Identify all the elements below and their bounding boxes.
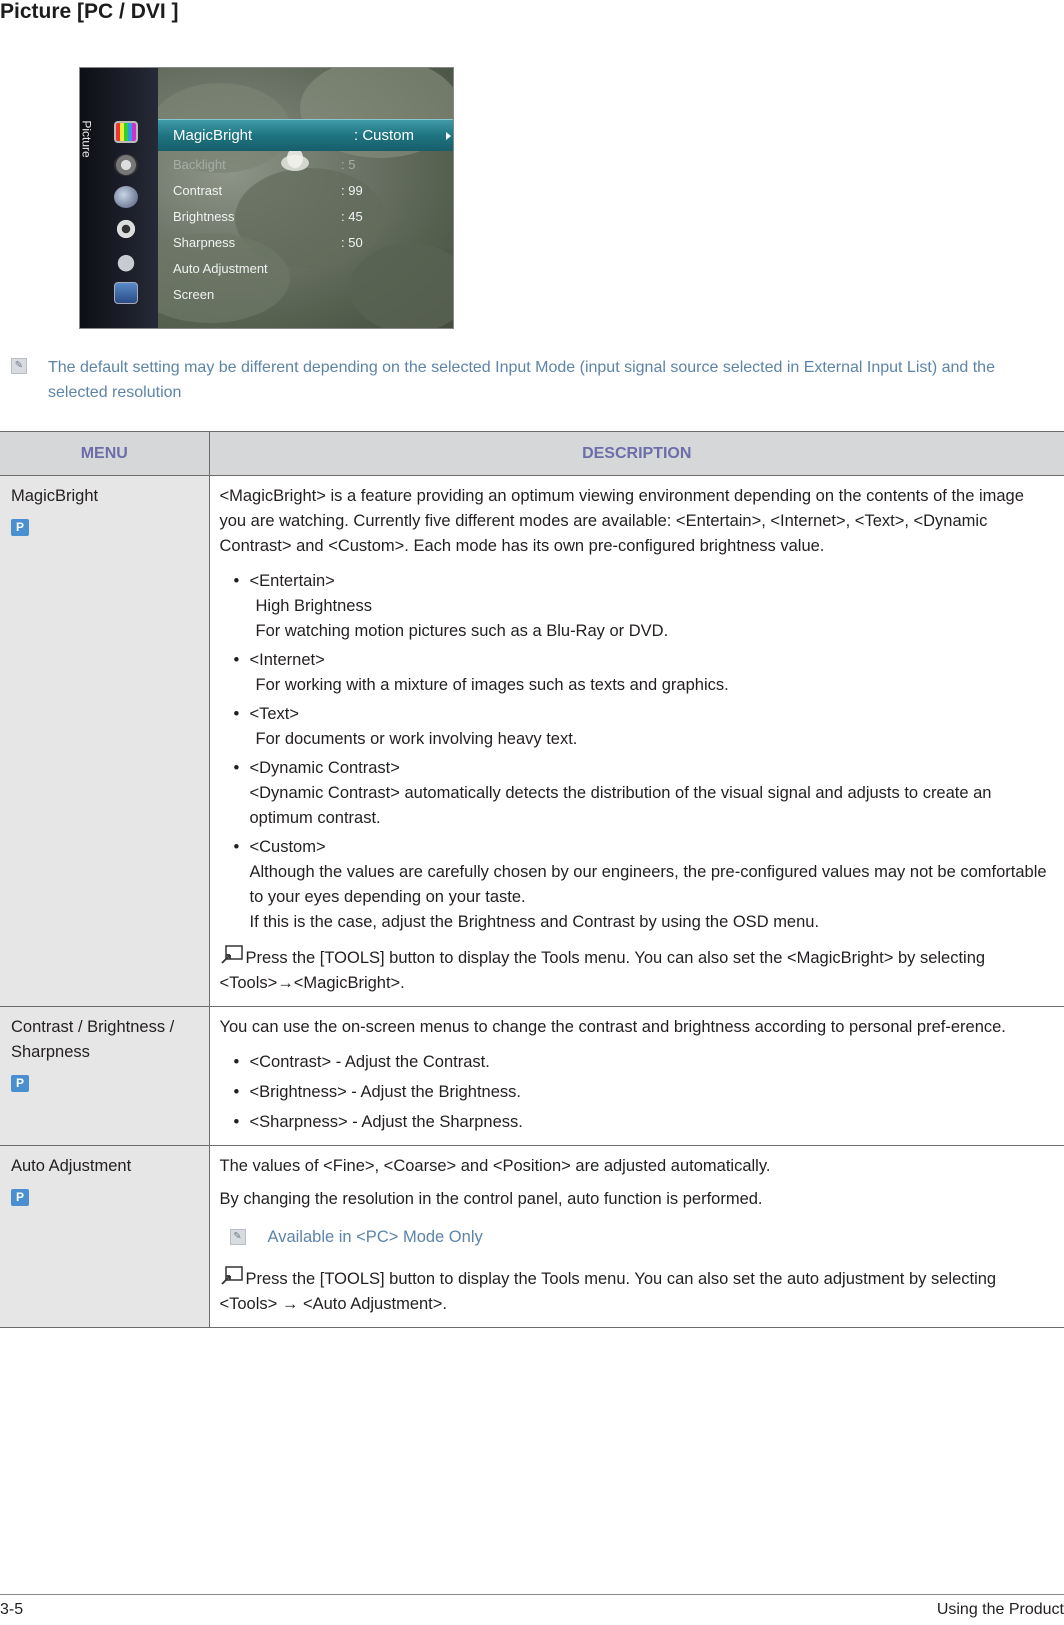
channel-icon[interactable] [114, 186, 138, 208]
osd-row-value: : 5 [341, 157, 356, 172]
list-item: • <Sharpness> - Adjust the Sharpness. [220, 1110, 1055, 1135]
menu-name: Auto Adjustment [11, 1157, 132, 1175]
menu-cell [0, 476, 209, 1007]
page-number: 3-5 [0, 1601, 24, 1618]
pc-mode-note [220, 1222, 1055, 1252]
section-name: Using the Product [936, 1601, 1064, 1618]
list-item-title: <Internet> [249, 651, 325, 669]
pc-mode-note-text: Available in <PC> Mode Only [267, 1228, 483, 1246]
list-item-text: If this is the case, adjust the Brightness and Contrast by using the OSD menu. [249, 913, 820, 931]
tools-tip [220, 945, 1055, 996]
menu-name: MagicBright [11, 487, 99, 505]
osd-selected-row[interactable] [158, 119, 454, 151]
menu-cell [0, 1007, 209, 1146]
list-item-text: <Dynamic Contrast> automatically detects the distribution of the visual signal and adjusts to create an optimum contrast. [249, 784, 992, 827]
table-row [0, 1146, 1064, 1328]
osd-menu-row[interactable] [173, 183, 443, 203]
list-item-text: For watching motion pictures such as a Blu-Ray or DVD. [255, 622, 669, 640]
note-icon: ✎ [230, 1229, 246, 1245]
menu-cell [0, 1146, 209, 1328]
list-item-text: <Brightness> - Adjust the Brightness. [249, 1083, 521, 1101]
osd-selected-value: : Custom [354, 127, 415, 144]
osd-menu-row[interactable] [173, 157, 443, 177]
description-column-header: DESCRIPTION [209, 432, 1064, 476]
list-item-text: High Brightness [255, 597, 372, 615]
osd-row-value: : 45 [341, 209, 363, 224]
osd-row-value: : 99 [341, 183, 363, 198]
list-item-text: <Sharpness> - Adjust the Sharpness. [249, 1113, 523, 1131]
tools-tip-text: Press the [TOOLS] button to display the Tools menu. You can also set the auto adjustment by selecting <Tools> → <Auto Adjustment>. [219, 1270, 997, 1313]
description-cell [209, 476, 1064, 1007]
osd-menu-row[interactable] [173, 261, 443, 281]
list-item: • <Entertain> High Brightness For watching motion pictures such as a Blu-Ray or DVD. [220, 569, 1055, 644]
tools-tip-text: Press the [TOOLS] button to display the Tools menu. You can also set the <MagicBright> by selecting <Tools>→<MagicBright>. [219, 949, 986, 992]
menu-column-header: MENU [0, 432, 209, 476]
list-item: • <Brightness> - Adjust the Brightness. [220, 1080, 1055, 1105]
chevron-right-icon [446, 132, 451, 140]
list-item-title: <Entertain> [249, 572, 335, 590]
osd-side-label: Picture [79, 120, 94, 158]
list-item-title: <Text> [249, 705, 300, 723]
list-item-title: <Dynamic Contrast> [249, 759, 400, 777]
osd-menu-row[interactable] [173, 287, 443, 307]
osd-menu-row[interactable] [173, 209, 443, 229]
page-title: Picture [PC / DVI ] [0, 0, 179, 23]
description-intro: <MagicBright> is a feature providing an optimum viewing environment depending on the contents of the image you are watching. Currently five different modes are available: <Entertain>, <Internet>, <Text>, <Dynamic Contrast> and <Custom>. Each mode has its own pre-configured brightness value. [219, 487, 1024, 555]
list-item: • <Dynamic Contrast> <Dynamic Contrast> automatically detects the distribution of the visual signal and adjusts to create an optimum contrast. [220, 756, 1055, 831]
table-row [0, 476, 1064, 1007]
osd-row-value: : 50 [341, 235, 363, 250]
gear-icon[interactable] [114, 218, 138, 240]
osd-selected-label: MagicBright [173, 127, 253, 144]
list-item: • <Text> For documents or work involving heavy text. [220, 702, 1055, 752]
list-item-text: <Contrast> - Adjust the Contrast. [249, 1053, 490, 1071]
list-item-title: <Custom> [249, 838, 326, 856]
footer-divider [0, 1594, 1064, 1595]
osd-row-label: Backlight [173, 157, 226, 172]
menu-description-table [0, 431, 1064, 1328]
list-item-text: Although the values are carefully chosen by our engineers, the pre-configured values may not be comfortable to your eyes depending on your taste. [249, 863, 1047, 906]
tools-icon [220, 1266, 244, 1286]
tools-tip [220, 1266, 1055, 1317]
description-cell [209, 1146, 1064, 1328]
input-icon[interactable] [114, 282, 138, 304]
osd-menu-row[interactable] [173, 235, 443, 255]
list-item: • <Custom> Although the values are carefully chosen by our engineers, the pre-configured values may not be comfortable to your eyes depending on your taste. If this is the case, adjust the Brightness and Contrast by using the OSD menu. [220, 835, 1055, 935]
tools-icon [220, 945, 244, 965]
support-icon[interactable] [114, 250, 138, 272]
picture-mode-icon: P [11, 1189, 29, 1206]
osd-screenshot [79, 67, 454, 329]
sound-icon[interactable] [114, 154, 138, 176]
osd-row-label: Sharpness [173, 235, 236, 250]
table-header-row [0, 432, 1064, 476]
list-item-text: For documents or work involving heavy text. [255, 730, 578, 748]
osd-row-label: Auto Adjustment [173, 261, 268, 276]
picture-mode-icon: P [11, 1075, 29, 1092]
description-intro: You can use the on-screen menus to change the contrast and brightness according to personal pref-erence. [219, 1018, 1006, 1036]
table-row [0, 1007, 1064, 1146]
description-cell [209, 1007, 1064, 1146]
picture-mode-icon: P [11, 519, 29, 536]
default-setting-note: The default setting may be different depending on the selected Input Mode (input signal source selected in External Input List) and the selected resolution [48, 359, 995, 401]
osd-row-label: Brightness [173, 209, 235, 224]
list-item: • <Contrast> - Adjust the Contrast. [220, 1050, 1055, 1075]
menu-name: Contrast / Brightness / Sharpness [11, 1018, 175, 1061]
osd-row-label: Contrast [173, 183, 223, 198]
picture-icon[interactable] [114, 121, 138, 143]
list-item: • <Internet> For working with a mixture of images such as texts and graphics. [220, 648, 1055, 698]
description-text: By changing the resolution in the control panel, auto function is performed. [219, 1190, 763, 1208]
note-icon: ✎ [11, 358, 27, 374]
description-text: The values of <Fine>, <Coarse> and <Position> are adjusted automatically. [219, 1157, 771, 1175]
osd-row-label: Screen [173, 287, 215, 302]
list-item-text: For working with a mixture of images such as texts and graphics. [255, 676, 729, 694]
